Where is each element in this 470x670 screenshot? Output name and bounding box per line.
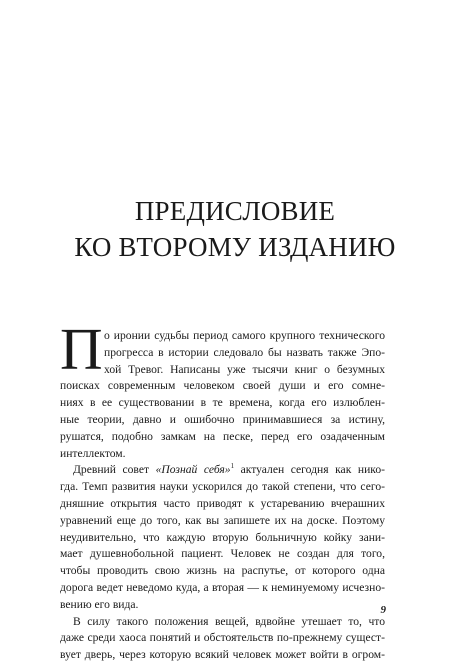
text-line: ные теории, давно и ошибочно принимавшиеся за истину, [60,412,385,426]
chapter-title-line-1: ПРЕДИСЛОВИЕ [134,196,336,226]
drop-cap: П [60,316,103,382]
text-line: мает душевнобольной пациент. Человек не создан для того, [60,547,385,561]
text-line: вует дверь, через которую всякий человек может войти в огром- [60,648,385,662]
text-line: неудивительно, что каждую вторую больничную койку зани- [60,530,385,544]
text-line: ниях в ее существовании в те времена, когда его излюблен- [60,396,385,410]
text-line: дняшние открытия часто приводят к устареванию вчерашних [60,496,385,510]
text-line: хой Тревог. Написаны уже тысячи книг о безумных [104,362,385,376]
chapter-title [0,193,470,265]
footnote-mark: 1 [230,462,235,471]
text-line: рушатся, подобно замкам на песке, перед его озадаченным [60,429,385,443]
paragraph-lead: Древний совет [73,463,156,477]
text-line: уравнений еще до того, как вы запишете их на доске. Поэтому [60,513,385,527]
text-line: гда. Темп развития науки ускорился до такой степени, что сего- [60,480,385,494]
chapter-title-line-2: КО ВТОРОМУ ИЗДАНИЮ [74,232,396,262]
text-line: чтобы проводить свою жизнь на распутье, от которого одна [60,564,385,578]
text-line: В силу такого положения вещей, вдвойне утешает то, что [73,614,385,628]
text-line: дорога ведет неведомо куда, а вторая — к неминуемому исчезно- [60,580,385,594]
text-line: поисках современным человеком своей души и его сомне- [60,379,385,393]
text-line: вению его вида. [60,597,139,611]
quote-text: «Познай себя» [155,463,231,477]
text-line: о иронии судьбы период самого крупного технического [104,329,385,342]
paragraph-rest: актуален сегодня как нико- [234,463,385,477]
text-line: прогресса в истории следовало бы назвать также Эпо- [104,345,385,359]
text-line [60,462,385,479]
text-line: даже среди хаоса понятий и обстоятельств по-прежнему сущест- [60,631,385,645]
page-number: 9 [380,604,386,616]
body-text [60,328,385,664]
text-line: интеллектом. [60,446,126,460]
